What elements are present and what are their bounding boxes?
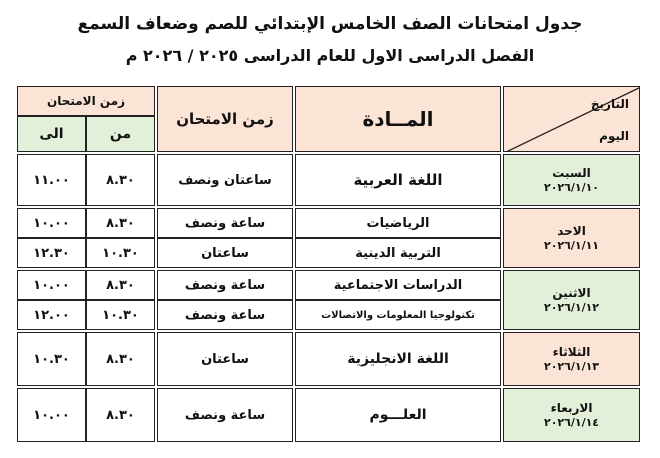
day-date: ٢٠٢٦/١/١٢	[543, 300, 600, 314]
day-date: ٢٠٢٦/١/١١	[543, 238, 600, 252]
to-cell: ١٠.٠٠	[17, 388, 86, 442]
from-cell: ٨.٣٠	[86, 154, 155, 206]
day-name: السبت	[552, 165, 591, 180]
day-name: الثلاثاء	[552, 344, 591, 359]
date-header-label: التاريخ	[590, 97, 629, 111]
time-group-header: زمن الامتحان	[17, 86, 155, 116]
day-name: الاربعاء	[550, 400, 593, 415]
day-date: ٢٠٢٦/١/١٣	[543, 359, 600, 373]
from-cell: ٨.٣٠	[86, 208, 155, 238]
subject-cell: التربية الدينية	[295, 238, 501, 268]
day-header-label: اليوم	[599, 129, 629, 143]
day-cell-monday	[503, 270, 640, 330]
page-subtitle: الفصل الدراسى الاول للعام الدراسى ٢٠٢٥ / ٢٠٢٦ م	[125, 46, 535, 65]
to-cell: ١١.٠٠	[17, 154, 86, 206]
page-title: جدول امتحانات الصف الخامس الإبتدائي للصم وضعاف السمع	[77, 14, 583, 34]
to-cell: ١٠.٠٠	[17, 208, 86, 238]
to-header: الى	[17, 116, 86, 152]
duration-cell: ساعتان	[157, 332, 293, 386]
subject-cell: الدراسات الاجتماعية	[295, 270, 501, 300]
to-cell: ١٠.٠٠	[17, 270, 86, 300]
duration-cell: ساعة ونصف	[157, 388, 293, 442]
day-name: الاثنين	[552, 285, 591, 300]
from-cell: ٨.٣٠	[86, 332, 155, 386]
duration-cell: ساعتان ونصف	[157, 154, 293, 206]
subject-cell: الرياضيات	[295, 208, 501, 238]
day-date: ٢٠٢٦/١/١٠	[543, 180, 600, 194]
day-cell-saturday	[503, 154, 640, 206]
duration-cell: ساعة ونصف	[157, 208, 293, 238]
to-cell: ١٠.٣٠	[17, 332, 86, 386]
date-day-header	[503, 86, 640, 152]
duration-cell: ساعة ونصف	[157, 300, 293, 330]
subject-cell: العلـــوم	[295, 388, 501, 442]
from-cell: ٨.٣٠	[86, 270, 155, 300]
to-cell: ١٢.٠٠	[17, 300, 86, 330]
day-cell-tuesday	[503, 332, 640, 386]
day-cell-wednesday	[503, 388, 640, 442]
day-name: الاحد	[557, 223, 586, 238]
day-date: ٢٠٢٦/١/١٤	[543, 415, 600, 429]
to-cell: ١٢.٣٠	[17, 238, 86, 268]
from-cell: ١٠.٣٠	[86, 300, 155, 330]
from-cell: ٨.٣٠	[86, 388, 155, 442]
day-cell-sunday	[503, 208, 640, 268]
subject-cell: اللغة العربية	[295, 154, 501, 206]
subject-cell: تكنولوجيا المعلومات والاتصالات	[295, 300, 501, 330]
from-cell: ١٠.٣٠	[86, 238, 155, 268]
from-header: من	[86, 116, 155, 152]
subject-header: المــادة	[295, 86, 501, 152]
duration-cell: ساعتان	[157, 238, 293, 268]
subject-cell: اللغة الانجليزية	[295, 332, 501, 386]
duration-header: زمن الامتحان	[157, 86, 293, 152]
duration-cell: ساعة ونصف	[157, 270, 293, 300]
